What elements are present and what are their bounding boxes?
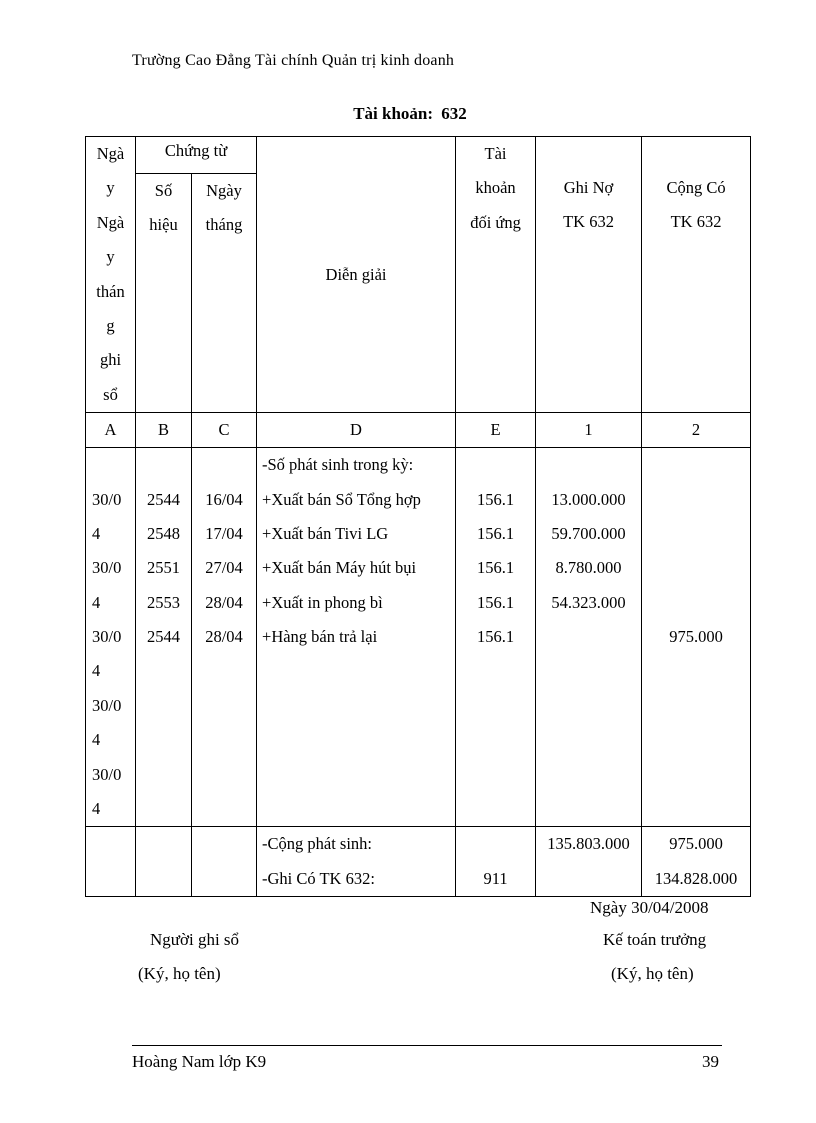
voucher-no-header-line: Số bbox=[154, 181, 173, 201]
debit-header-line: Ghi Nợ bbox=[563, 178, 614, 197]
description-header-label: Diễn giải bbox=[325, 264, 387, 284]
contra-header-line: đối ứng bbox=[470, 212, 521, 232]
entries-voucher-date-line: 16/04 bbox=[205, 489, 243, 509]
entries-contra-line: 156.1 bbox=[476, 592, 515, 612]
debit-header-lines bbox=[536, 137, 641, 240]
date-header-line: g bbox=[106, 315, 115, 335]
totals-contra-line: 911 bbox=[483, 868, 508, 888]
entries-date-line: 4 bbox=[92, 799, 101, 819]
totals-contra-cell bbox=[456, 827, 536, 897]
date-header-lines bbox=[86, 137, 135, 412]
entries-description-line: +Hàng bán trả lại bbox=[262, 627, 378, 647]
debit-header-line: TK 632 bbox=[563, 212, 614, 232]
entries-credit-line: 975.000 bbox=[669, 627, 723, 647]
date-header-line: Ngà bbox=[96, 144, 125, 163]
entries-date-line: 30/0 bbox=[92, 558, 122, 578]
entries-date-line: 4 bbox=[92, 592, 101, 612]
voucher-no-header-line: hiệu bbox=[149, 215, 178, 235]
chief-accountant-sign-note: (Ký, họ tên) bbox=[611, 964, 694, 983]
header-row bbox=[86, 137, 751, 174]
entries-credit-line bbox=[642, 448, 750, 482]
chief-accountant-title: Kế toán trưởng bbox=[603, 930, 707, 949]
entries-debit-line bbox=[536, 620, 641, 654]
date-header-line: y bbox=[106, 178, 115, 198]
entries-contra-line: 156.1 bbox=[476, 627, 515, 647]
letter-1: 1 bbox=[536, 413, 642, 448]
letter-e: E bbox=[456, 413, 536, 448]
totals-credit-line: 975.000 bbox=[669, 834, 723, 854]
voucher-header-label: Chứng từ bbox=[164, 141, 228, 160]
account-label: Tài khoản: bbox=[353, 104, 434, 123]
entries-voucher-date-line bbox=[192, 448, 256, 482]
entries-voucher-date-line: 28/04 bbox=[205, 627, 243, 647]
col-credit-header bbox=[642, 137, 751, 413]
entries-voucher-no-line: 2551 bbox=[147, 558, 180, 578]
entries-date-line: 4 bbox=[92, 523, 101, 543]
entries-description-line: +Xuất in phong bì bbox=[262, 592, 383, 612]
date-header-line: ghi bbox=[99, 350, 122, 370]
entries-contra-line: 156.1 bbox=[476, 489, 515, 509]
col-voucher-header bbox=[136, 137, 257, 174]
entries-voucher-date-line: 17/04 bbox=[205, 523, 243, 543]
entries-date-line: 30/0 bbox=[92, 627, 122, 647]
date-header-line: y bbox=[106, 247, 115, 267]
voucher-date-header-lines bbox=[192, 174, 256, 243]
totals-credit-lines bbox=[642, 827, 750, 896]
entries-debit-line: 54.323.000 bbox=[551, 592, 626, 612]
entries-date-line: 30/0 bbox=[92, 489, 122, 509]
totals-credit-cell bbox=[642, 827, 751, 897]
entries-description-lines bbox=[257, 448, 455, 654]
document-header: Trường Cao Đẳng Tài chính Quản trị kinh doanh bbox=[132, 52, 455, 69]
entries-voucher-no-line: 2544 bbox=[147, 627, 180, 647]
entries-debit-line bbox=[536, 448, 641, 482]
contra-header-lines bbox=[456, 137, 535, 240]
entries-credit-line bbox=[642, 586, 750, 620]
col-contra-header bbox=[456, 137, 536, 413]
entries-description-line: +Xuất bán Sổ Tổng hợp bbox=[262, 489, 421, 509]
entries-debit-lines bbox=[536, 448, 641, 654]
col-debit-header bbox=[536, 137, 642, 413]
totals-debit-lines bbox=[536, 827, 641, 896]
entries-date-cell bbox=[86, 448, 136, 827]
contra-header-line: khoản bbox=[475, 178, 516, 198]
entries-date-line: 4 bbox=[92, 661, 101, 681]
voucher-date-header-line: tháng bbox=[205, 215, 243, 235]
entries-debit-line: 13.000.000 bbox=[551, 489, 626, 509]
recorder-sign-note: (Ký, họ tên) bbox=[138, 964, 221, 983]
entries-date-line: 30/0 bbox=[92, 695, 122, 715]
entries-contra-lines bbox=[456, 448, 535, 654]
voucher-no-header-lines bbox=[136, 174, 191, 243]
totals-debit-line: 135.803.000 bbox=[547, 834, 630, 854]
footer-author: Hoàng Nam lớp K9 bbox=[132, 1052, 267, 1071]
date-header-line: thán bbox=[96, 281, 125, 301]
letter-2: 2 bbox=[642, 413, 751, 448]
entries-voucher-no-line: 2553 bbox=[147, 592, 180, 612]
entries-voucher-no-line: 2548 bbox=[147, 523, 180, 543]
totals-row bbox=[86, 827, 751, 897]
totals-voucher-no-cell bbox=[136, 827, 192, 897]
entries-row bbox=[86, 448, 751, 827]
entries-date-line: 4 bbox=[92, 730, 101, 750]
totals-date-cell bbox=[86, 827, 136, 897]
entries-date-lines bbox=[86, 448, 135, 826]
entries-voucher-date-line: 28/04 bbox=[205, 592, 243, 612]
entries-debit-line: 8.780.000 bbox=[555, 558, 622, 578]
entries-credit-cell bbox=[642, 448, 751, 827]
col-description-header bbox=[257, 137, 456, 413]
ledger-table bbox=[85, 136, 751, 897]
entries-credit-line bbox=[642, 517, 750, 551]
entries-voucher-no-lines bbox=[136, 448, 191, 654]
entries-credit-line bbox=[642, 551, 750, 585]
entries-voucher-date-cell bbox=[192, 448, 257, 827]
entries-date-line: 30/0 bbox=[92, 764, 122, 784]
entries-contra-cell bbox=[456, 448, 536, 827]
letter-d: D bbox=[257, 413, 456, 448]
entries-voucher-no-line: 2544 bbox=[147, 489, 180, 509]
letter-b: B bbox=[136, 413, 192, 448]
entries-description-line: -Số phát sinh trong kỳ: bbox=[262, 455, 414, 475]
col-voucher-no-header bbox=[136, 174, 192, 413]
account-title bbox=[0, 104, 816, 124]
signature-date: Ngày 30/04/2008 bbox=[590, 898, 709, 917]
entries-contra-line: 156.1 bbox=[476, 558, 515, 578]
entries-voucher-date-lines bbox=[192, 448, 256, 654]
account-number: 632 bbox=[441, 104, 467, 123]
totals-description-line: -Ghi Có TK 632: bbox=[262, 868, 375, 888]
recorder-title: Người ghi sổ bbox=[150, 930, 240, 949]
date-header-line: Ngà bbox=[96, 212, 125, 232]
entries-description-line: +Xuất bán Máy hút bụi bbox=[262, 558, 417, 578]
entries-credit-lines bbox=[642, 448, 750, 654]
entries-voucher-no-line bbox=[136, 448, 191, 482]
entries-contra-line: 156.1 bbox=[476, 523, 515, 543]
totals-voucher-date-cell bbox=[192, 827, 257, 897]
entries-credit-line bbox=[642, 483, 750, 517]
page-number: 39 bbox=[702, 1052, 719, 1071]
credit-header-line: Cộng Có bbox=[666, 178, 726, 197]
entries-description-cell bbox=[257, 448, 456, 827]
totals-description-cell bbox=[257, 827, 456, 897]
totals-credit-line: 134.828.000 bbox=[654, 868, 738, 888]
letter-a: A bbox=[86, 413, 136, 448]
credit-header-lines bbox=[642, 137, 750, 240]
totals-description-lines bbox=[257, 827, 455, 896]
column-letter-row bbox=[86, 413, 751, 448]
totals-debit-line bbox=[536, 862, 641, 896]
totals-contra-lines bbox=[456, 827, 535, 896]
totals-debit-cell bbox=[536, 827, 642, 897]
entries-description-line: +Xuất bán Tivi LG bbox=[262, 523, 389, 543]
col-date-header bbox=[86, 137, 136, 413]
totals-description-line: -Cộng phát sinh: bbox=[262, 834, 373, 854]
entries-contra-line bbox=[456, 448, 535, 482]
letter-c: C bbox=[192, 413, 257, 448]
credit-header-line: TK 632 bbox=[670, 212, 722, 232]
entries-debit-cell bbox=[536, 448, 642, 827]
footer-divider bbox=[132, 1045, 722, 1046]
entries-voucher-no-cell bbox=[136, 448, 192, 827]
col-voucher-date-header bbox=[192, 174, 257, 413]
date-header-line: sổ bbox=[103, 384, 118, 404]
voucher-date-header-line: Ngày bbox=[206, 181, 242, 201]
contra-header-line: Tài bbox=[484, 144, 507, 163]
entries-debit-line: 59.700.000 bbox=[551, 523, 626, 543]
entries-voucher-date-line: 27/04 bbox=[205, 558, 243, 578]
totals-contra-line bbox=[456, 827, 535, 861]
entries-date-line bbox=[86, 448, 135, 482]
